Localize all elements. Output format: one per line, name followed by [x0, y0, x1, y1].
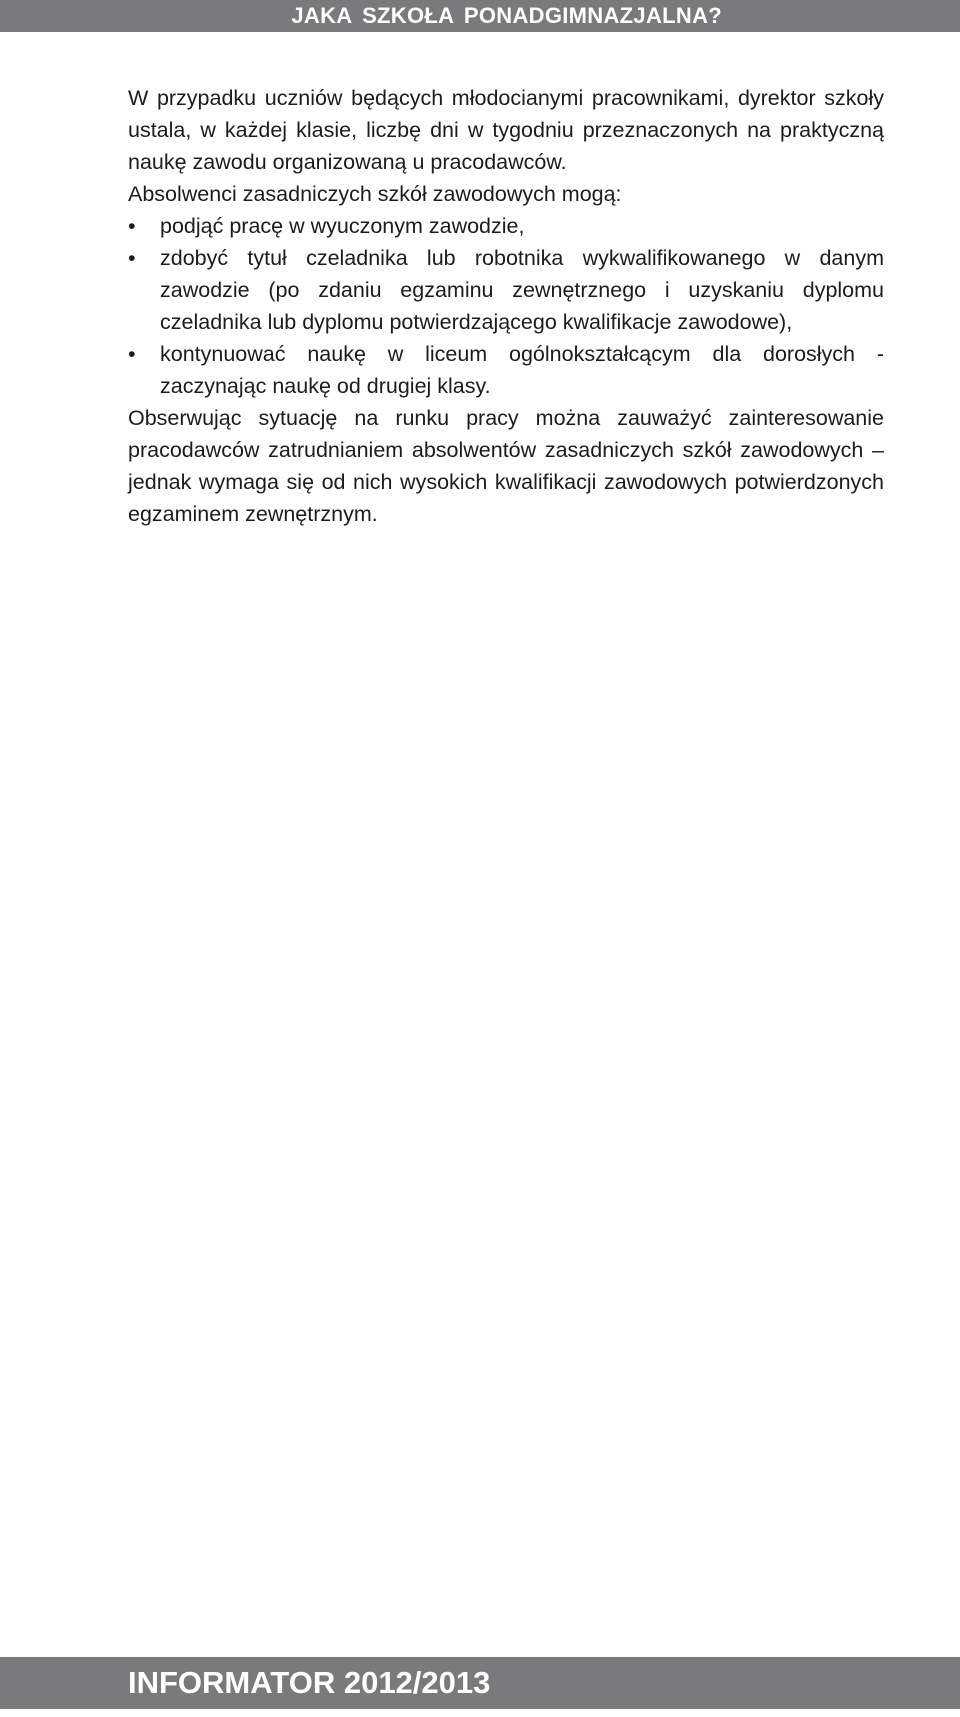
- bullet-icon: •: [128, 214, 136, 238]
- footer-bar: [0, 1657, 960, 1709]
- list-item-text: podjąć pracę w wyuczonym zawodzie,: [160, 214, 525, 238]
- paragraph-graduates-intro: Absolwenci zasadniczych szkół zawodowych mogą:: [128, 182, 622, 206]
- bullet-icon: •: [128, 246, 136, 270]
- footer-title: INFORMATOR 2012/2013: [128, 1665, 491, 1700]
- list-item: [128, 210, 884, 242]
- graduate-options-list: [128, 210, 884, 402]
- list-item: [128, 338, 884, 402]
- list-item-text: kontynuować naukę w liceum ogólnokształcącym dla dorosłych - zaczynając naukę od drugiej klasy.: [160, 342, 884, 398]
- list-item-text: zdobyć tytuł czeladnika lub robotnika wykwalifikowanego w danym zawodzie (po zdaniu egzaminu zewnętrznego i uzyskaniu dyplomu czeladnika lub dyplomu potwierdzającego kwalifikacje zawodowe),: [160, 246, 884, 334]
- bullet-icon: •: [128, 342, 136, 366]
- paragraph-labor-market: Obserwując sytuację na runku pracy można zauważyć zainteresowanie pracodawców zatrudnianiem absolwentów zasadniczych szkół zawodowych – jednak wymaga się od nich wysokich kwalifikacji zawodowych potwierdzonych egzaminem zewnętrznym.: [128, 406, 884, 526]
- header-title: JAKA SZKOŁA PONADGIMNAZJALNA?: [291, 3, 722, 28]
- header-bar: [0, 0, 960, 32]
- page-content: [128, 82, 884, 530]
- paragraph-young-workers: W przypadku uczniów będących młodocianymi pracownikami, dyrektor szkoły ustala, w każdej klasie, liczbę dni w tygodniu przeznaczonych na praktyczną naukę zawodu organizowaną u pracodawców.: [128, 86, 884, 174]
- list-item: [128, 242, 884, 338]
